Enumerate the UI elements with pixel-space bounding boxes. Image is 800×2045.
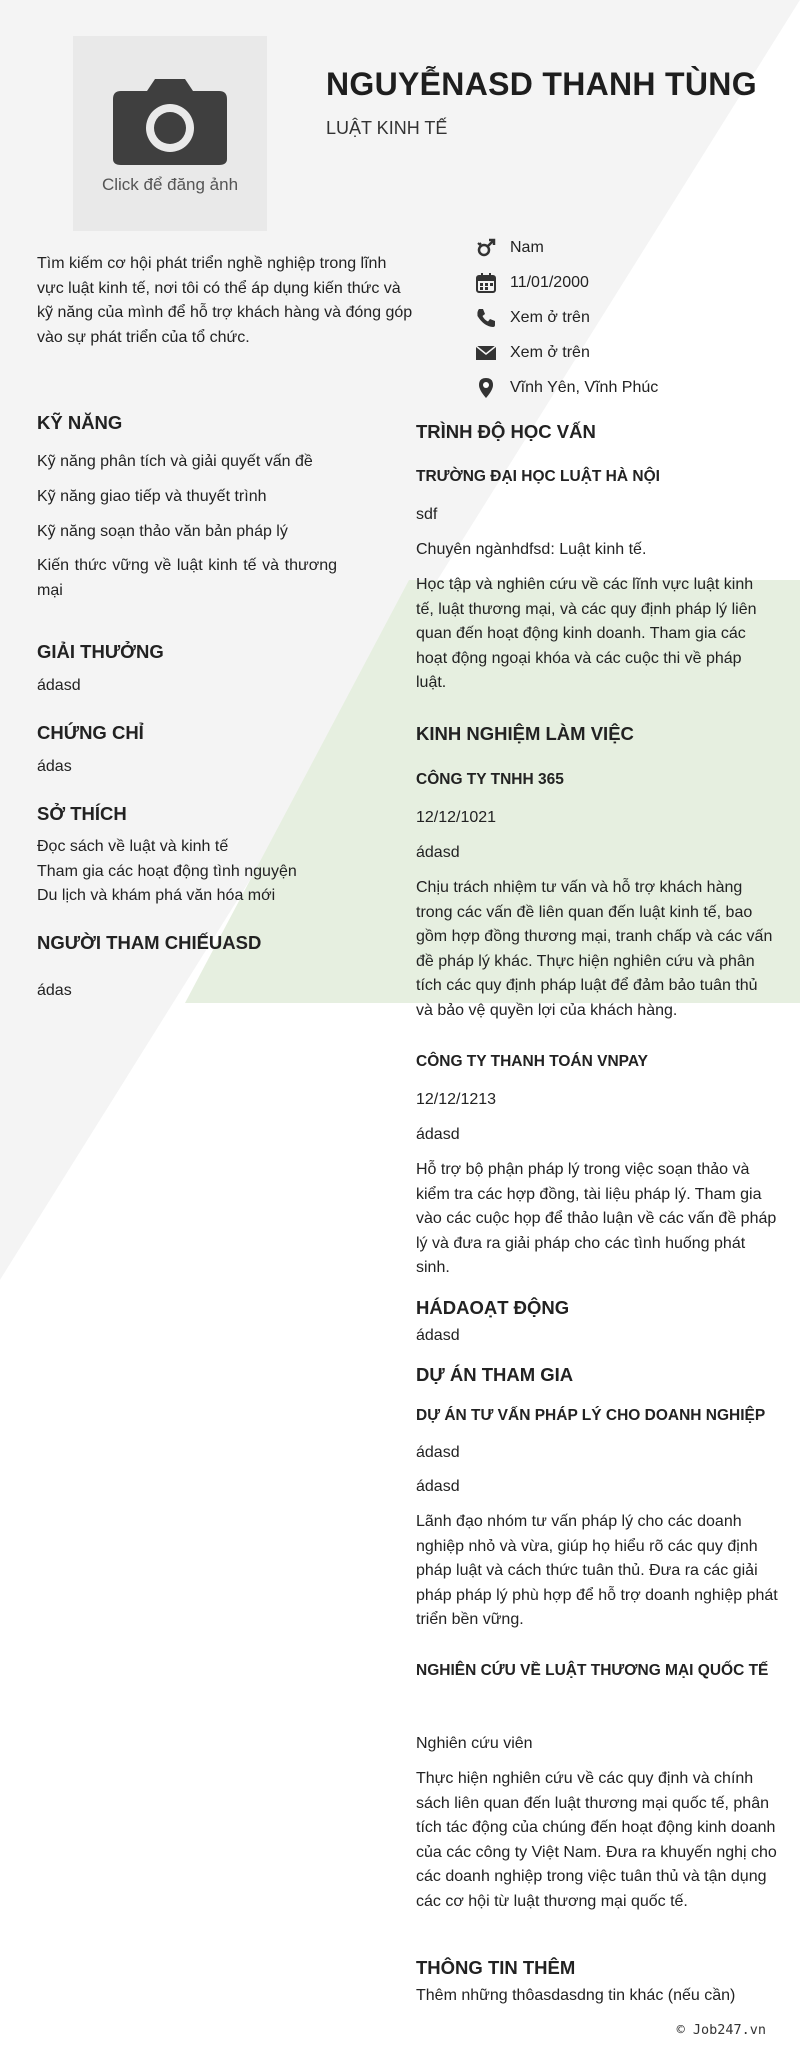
address-value: Vĩnh Yên, Vĩnh Phúc [510,378,659,396]
references-title: NGƯỜI THAM CHIẾUASD [37,932,262,953]
education-title: TRÌNH ĐỘ HỌC VẤN [416,421,596,442]
job-position: ádasd [416,844,460,861]
camera-icon [111,73,229,167]
more-info-title: THÔNG TIN THÊM [416,1957,576,1978]
project-role: Nghiên cứu viên [416,1735,533,1752]
education-time: sdf [416,506,438,523]
project-role: ádasd [416,1478,460,1495]
project-description: Thực hiện nghiên cứu về các quy định và chính sách liên quan đến luật thương mại quốc tế, phân tích tác động của chúng đến hoạt động kinh doanh của các công ty Việt Nam. Đưa ra khuyến nghị cho các doanh nghiệp trong việc tuân thủ và tận dụng các cơ hội từ luật thương mại quốc tế. [416,1770,777,1910]
job-description: Chịu trách nhiệm tư vấn và hỗ trợ khách hàng trong các vấn đề liên quan đến luật kinh tế, bao gồm hợp đồng thương mại, tranh chấp và các vấn đề pháp lý khác. Thực hiện nghiên cứu và phân tích các quy định pháp luật để đảm bảo tuân thủ và bảo vệ quyền lợi của khách hàng. [416,879,773,1019]
skill-item: Kỹ năng phân tích và giải quyết vấn đề [37,453,313,470]
skill-item: Kỹ năng giao tiếp và thuyết trình [37,488,267,505]
project-name: NGHIÊN CỨU VỀ LUẬT THƯƠNG MẠI QUỐC TẾ [416,1662,769,1679]
email-row [474,335,658,370]
photo-upload[interactable] [73,36,267,231]
hobby-item: Tham gia các hoạt động tình nguyện [37,863,297,880]
job-time: 12/12/1213 [416,1091,497,1108]
hobbies-title: SỞ THÍCH [37,803,127,824]
candidate-name: NGUYỄNASD THANH TÙNG [326,66,757,102]
career-summary: Tìm kiếm cơ hội phát triển nghề nghiệp trong lĩnh vực luật kinh tế, nơi tôi có thể áp dụng kiến thức và kỹ năng của mình để hỗ trợ khách hàng và đóng góp vào sự phát triển của tổ chức. [37,255,413,346]
project-time: ádasd [416,1444,460,1461]
job-position: ádasd [416,1126,460,1143]
hobby-item: Du lịch và khám phá văn hóa mới [37,887,276,904]
education-description: Học tập và nghiên cứu về các lĩnh vực luật kinh tế, luật thương mại, và các quy định pháp lý liên quan đến hoạt động kinh doanh. Tham gia các hoạt động ngoại khóa và các cuộc thi về pháp luật. [416,576,757,691]
awards-title: GIẢI THƯỞNG [37,641,164,662]
awards-value: ádasd [37,677,81,694]
project-name: DỰ ÁN TƯ VẤN PHÁP LÝ CHO DOANH NGHIỆP [416,1407,766,1424]
experience-title: KINH NGHIỆM LÀM VIỆC [416,723,634,744]
project-description: Lãnh đạo nhóm tư vấn pháp lý cho các doanh nghiệp nhỏ và vừa, giúp họ hiểu rõ các quy định pháp luật và cách thức tuân thủ. Đưa ra các giải pháp pháp lý phù hợp để hỗ trợ doanh nghiệp phát triển bền vững. [416,1513,778,1628]
more-info-value: Thêm những thôasdasdng tin khác (nếu cần) [416,1987,736,2004]
location-icon [474,376,498,400]
dob-row [474,265,658,300]
email-value: Xem ở trên [510,343,590,361]
footer-copyright: © Job247.vn [676,2022,766,2038]
gender-value: Nam [510,238,544,256]
certs-title: CHỨNG CHỈ [37,722,144,743]
certs-value: ádas [37,758,72,775]
phone-row [474,300,658,335]
gender-icon [474,236,498,260]
phone-value: Xem ở trên [510,308,590,326]
address-row [474,370,658,405]
hobby-item: Đọc sách về luật và kinh tế [37,838,229,855]
projects-title: DỰ ÁN THAM GIA [416,1364,574,1385]
dob-value: 11/01/2000 [510,273,589,291]
job-description: Hỗ trợ bộ phận pháp lý trong việc soạn thảo và kiểm tra các hợp đồng, tài liệu pháp lý. Tham gia vào các cuộc họp để thảo luận về các vấn đề pháp lý và đưa ra giải pháp cho các tình huống phát sinh. [416,1161,777,1276]
mail-icon [474,341,498,365]
job-title: LUẬT KINH TẾ [326,118,448,138]
school-name: TRƯỜNG ĐẠI HỌC LUẬT HÀ NỘI [416,468,660,485]
company-name: CÔNG TY THANH TOÁN VNPAY [416,1053,648,1070]
gender-row [474,230,658,265]
company-name: CÔNG TY TNHH 365 [416,771,564,788]
education-major: Chuyên ngànhdfsd: Luật kinh tế. [416,541,647,558]
skills-title: KỸ NĂNG [37,412,123,433]
job-time: 12/12/1021 [416,809,497,826]
skill-item: Kiến thức vững về luật kinh tế và thương mại [37,557,337,599]
contact-info [474,230,658,405]
references-value: ádas [37,982,72,999]
activities-value: ádasd [416,1327,460,1344]
photo-caption: Click để đăng ảnh [101,174,239,194]
phone-icon [474,306,498,330]
calendar-icon [474,271,498,295]
skill-item: Kỹ năng soạn thảo văn bản pháp lý [37,523,288,540]
activities-title: HÁDAOẠT ĐỘNG [416,1297,570,1318]
